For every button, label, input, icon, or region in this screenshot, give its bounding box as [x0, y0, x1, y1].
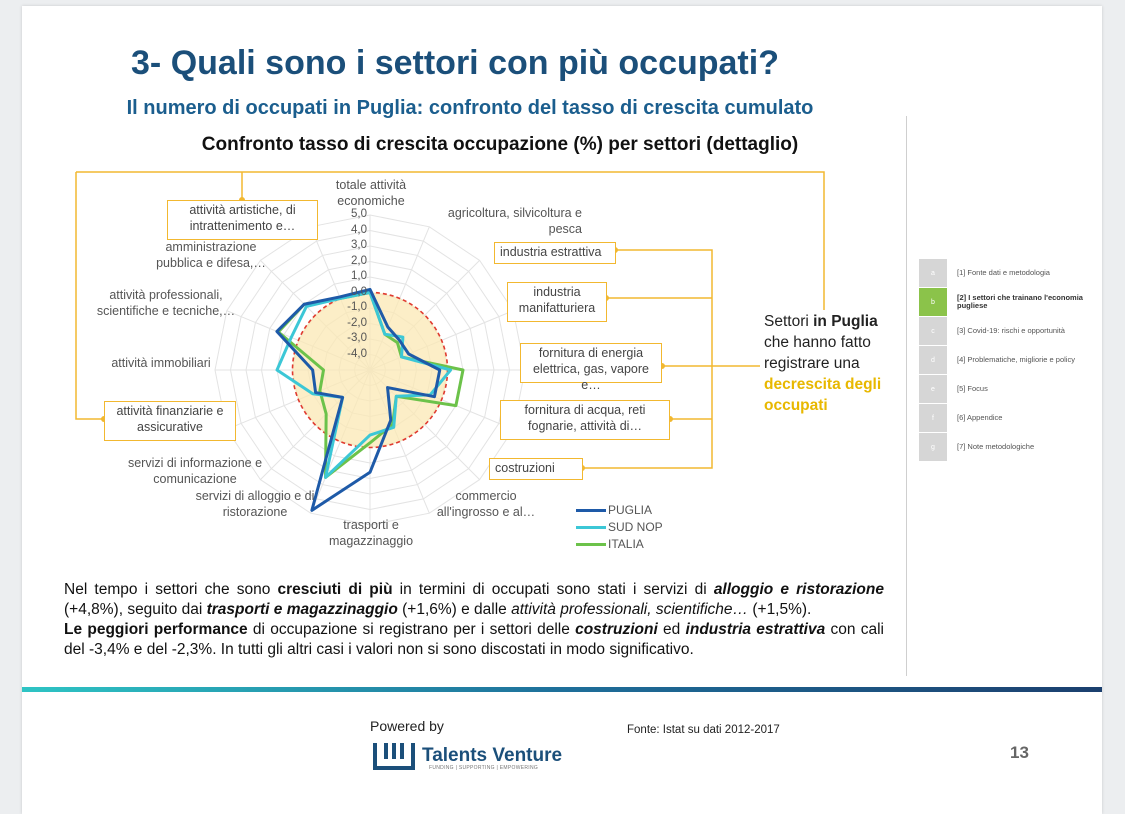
text-run: cresciuti di più	[277, 581, 393, 598]
callout-part: che hanno fatto registrare una	[764, 334, 871, 372]
tick-label: -2,0	[347, 316, 367, 329]
zero-reference-circle	[293, 293, 448, 448]
text-run: trasporti e magazzinaggio	[206, 601, 398, 618]
axis-label-manifatturiera: industria manifatturiera	[507, 282, 607, 322]
page-subtitle: Il numero di occupati in Puglia: confronto del tasso di crescita cumulato	[126, 97, 814, 119]
callout-part: Settori	[764, 313, 814, 330]
nav-item-d[interactable]	[919, 347, 1089, 373]
powered-by: Powered by	[370, 718, 444, 734]
callout-text	[764, 311, 894, 416]
chart-title: Confronto tasso di crescita occupazione (%) per settori (dettaglio)	[201, 134, 799, 155]
nav-item-marker: g	[919, 433, 947, 461]
nav-item-g[interactable]	[919, 434, 1089, 460]
nav-item-marker: f	[919, 404, 947, 432]
summary-paragraph	[64, 580, 884, 660]
axis-label-estrattiva: industria estrattiva	[494, 242, 616, 264]
legend-swatch	[576, 526, 606, 529]
tick-label: 2,0	[351, 254, 367, 267]
nav-item-marker: d	[919, 346, 947, 374]
text-run: attività professionali, scientifiche…	[511, 601, 749, 618]
nav-item-label: [1] Fonte dati e metodologia	[957, 268, 1050, 277]
text-run: Le peggiori performance	[64, 621, 248, 638]
nav-item-label: [2] I settori che trainano l'economia pugliese	[957, 293, 1083, 310]
axis-label-artistiche: attività artistiche, di intrattenimento e…	[167, 200, 318, 240]
text-run: industria estrattiva	[685, 621, 826, 638]
axis-label-informazione: servizi di informazione e comunicazione	[127, 456, 263, 486]
tick-label: 3,0	[351, 239, 367, 251]
text-run: (+4,8%), seguito dai	[64, 601, 207, 618]
axis-label-alloggio: servizi di alloggio e di ristorazione	[195, 489, 315, 519]
logo-tagline: FUNDING | SUPPORTING | EMPOWERING	[429, 765, 539, 771]
axis-label-costruzioni: costruzioni	[489, 458, 583, 480]
text-run: in termini di occupati sono stati i servizi di	[392, 581, 714, 598]
nav-item-label: [4] Problematiche, migliorie e policy	[957, 355, 1075, 364]
tick-label: -1,0	[347, 301, 367, 313]
nav-item-label: [7] Note metodologiche	[957, 442, 1035, 451]
tick-label: -3,0	[347, 332, 367, 344]
nav-item-label: [3] Covid-19: rischi e opportunità	[957, 326, 1065, 335]
nav-item-marker: b	[919, 288, 947, 316]
callout-highlight: decrescita degli occupati	[764, 376, 882, 414]
legend-label: PUGLIA	[608, 503, 653, 517]
nav-item-label: [6] Appendice	[957, 413, 1003, 422]
tick-label: 0,0	[351, 285, 367, 298]
text-run: Nel tempo i settori che sono	[64, 581, 278, 598]
talents-venture-logo[interactable]	[372, 741, 562, 771]
nav-item-e[interactable]	[919, 376, 1089, 402]
axis-label-professionali: attività professionali, scientifiche e tecniche,…	[96, 288, 236, 318]
callout-part: in Puglia	[813, 313, 878, 330]
axis-label-finanziarie: attività finanziarie e assicurative	[104, 401, 236, 441]
page-number: 13	[1010, 743, 1029, 762]
logo-name: Talents Venture	[422, 745, 563, 766]
axis-label-agricoltura: agricoltura, silvicoltura e pesca	[447, 206, 582, 236]
legend-sud-nop	[576, 520, 663, 534]
nav-item-marker: e	[919, 375, 947, 403]
text-run: ed	[657, 621, 686, 638]
legend-swatch	[576, 509, 606, 512]
page-title: 3- Quali sono i settori con più occupati?	[131, 44, 779, 82]
axis-label-totale: totale attività economiche	[335, 178, 407, 208]
legend-puglia	[576, 503, 663, 517]
legend-label: ITALIA	[608, 537, 644, 551]
axis-label-commercio: commercio all'ingrosso e al…	[436, 489, 536, 519]
text-run: con cali del -3,4% e del -2,3%. In tutti gli altri casi i valori non si sono discostati in modo significativo.	[64, 621, 884, 658]
axis-label-energia: fornitura di energia elettrica, gas, vapore e…	[520, 343, 662, 383]
legend-swatch	[576, 543, 606, 546]
nav-divider	[906, 116, 907, 676]
legend	[576, 503, 663, 551]
nav-item-a[interactable]	[919, 260, 1089, 286]
tick-label: -4,0	[347, 347, 367, 360]
logo-icon	[372, 741, 416, 771]
axis-label-immobiliari: attività immobiliari	[111, 356, 211, 370]
text-run: (+1,5%).	[748, 601, 812, 618]
tick-label: 1,0	[351, 270, 367, 282]
nav-item-marker: c	[919, 317, 947, 345]
nav-item-b[interactable]	[919, 289, 1089, 315]
axis-label-acqua: fornitura di acqua, reti fognarie, attività di…	[500, 400, 670, 440]
text-run: di occupazione si registrano per i settori delle	[247, 621, 576, 638]
nav-item-c[interactable]	[919, 318, 1089, 344]
nav-item-marker: a	[919, 259, 947, 287]
nav-item-label: [5] Focus	[957, 384, 988, 393]
legend-italia	[576, 537, 663, 551]
legend-label: SUD NOP	[608, 520, 663, 534]
footer-divider	[22, 687, 1102, 692]
source-note: Fonte: Istat su dati 2012-2017	[627, 724, 780, 736]
text-run: costruzioni	[575, 621, 658, 638]
tick-label: 4,0	[351, 223, 367, 236]
text-run: alloggio e ristorazione	[713, 581, 884, 598]
axis-label-amministrazione: amministrazione pubblica e difesa,…	[156, 240, 266, 270]
axis-label-trasporti: trasporti e magazzinaggio	[328, 518, 414, 548]
tick-label: 5,0	[351, 208, 367, 220]
nav-item-f[interactable]	[919, 405, 1089, 431]
text-run: (+1,6%) e dalle	[397, 601, 512, 618]
